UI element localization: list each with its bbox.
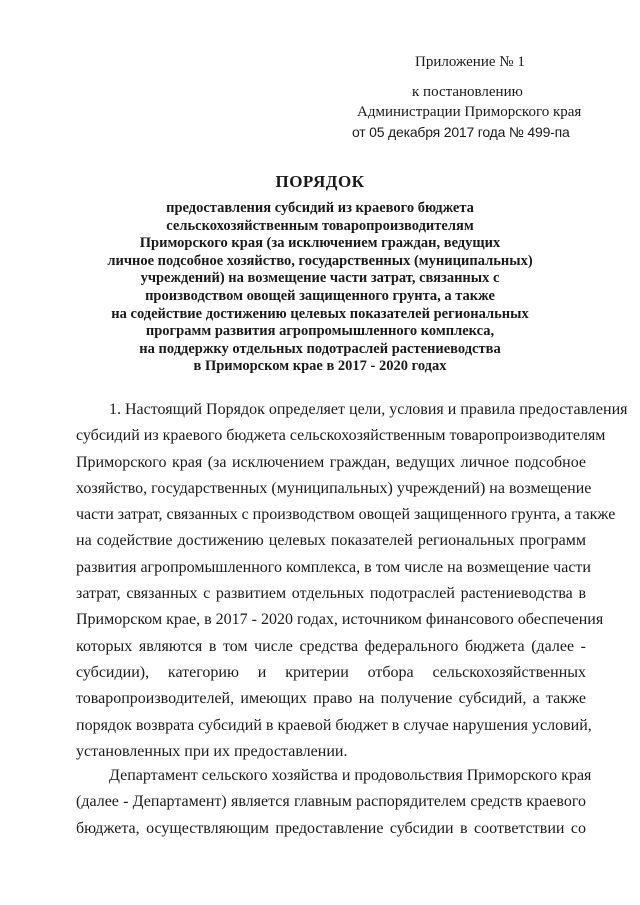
appendix-resolution: к постановлению: [412, 84, 523, 100]
paragraph-line: 1. Настоящий Порядок определяет цели, условия и правила предоставления: [109, 401, 628, 418]
paragraph-line: субсидии), категорию и критерии отбора сельскохозяйственных: [76, 663, 586, 681]
paragraph-line: Приморском крае, в 2017 - 2020 годах, источником финансового обеспечения: [76, 611, 604, 629]
paragraph-line: затрат, связанных с развитием отдельных подотраслей растениеводства в: [76, 585, 586, 603]
appendix-block: [352, 52, 625, 142]
paragraph-line: установленных при их предоставлении.: [76, 742, 348, 760]
paragraph-2: [76, 763, 592, 842]
document-title: ПОРЯДОК: [275, 172, 365, 191]
subtitle-line: программ развития агропромышленного комплекса,: [145, 323, 495, 340]
subtitle-line: на поддержку отдельных подотраслей растениеводства: [139, 340, 501, 357]
subtitle-line: учреждений) на возмещение части затрат, связанных с: [140, 270, 500, 287]
paragraph-line: развития агропромышленного комплекса, в том числе на возмещение части: [76, 558, 591, 576]
paragraph-line: товаропроизводителей, имеющих право на получение субсидий, а также: [76, 690, 586, 708]
appendix-number: Приложение № 1: [415, 54, 525, 70]
subtitle-line: сельскохозяйственным товаропроизводителям: [166, 217, 474, 234]
paragraph-line: бюджета, осуществляющим предоставление субсидии в соответствии со: [76, 819, 586, 837]
paragraph-line: Департамент сельского хозяйства и продовольствия Приморского края: [109, 767, 592, 784]
subtitle-line: в Приморском крае в 2017 - 2020 годах: [193, 358, 447, 375]
paragraph-line: субсидий из краевого бюджета сельскохозяйственным товаропроизводителям: [76, 427, 606, 445]
document-subtitle: [90, 200, 550, 376]
paragraph-line: порядок возврата субсидий в краевой бюджет в случае нарушения условий,: [76, 716, 592, 734]
subtitle-line: производством овощей защищенного грунта, а также: [145, 287, 495, 304]
appendix-date-number: от 05 декабря 2017 года № 499-па: [352, 124, 570, 140]
paragraph-1: [76, 397, 628, 765]
paragraph-line: хозяйство, государственных (муниципальных) учреждений) на возмещение: [76, 479, 592, 497]
appendix-administration: Администрации Приморского края: [357, 104, 582, 120]
paragraph-line: (далее - Департамент) является главным распорядителем средств краевого: [76, 793, 586, 811]
subtitle-line: на содействие достижению целевых показателей региональных: [111, 305, 529, 322]
paragraph-line: на содействие достижению целевых показателей региональных программ: [76, 532, 586, 550]
subtitle-line: предоставления субсидий из краевого бюджета: [166, 200, 474, 216]
paragraph-line: которых являются в том числе средства федерального бюджета (далее -: [76, 637, 586, 655]
paragraph-line: Приморского края (за исключением граждан, ведущих личное подсобное: [76, 453, 586, 471]
paragraph-line: части затрат, связанных с производством овощей защищенного грунта, а также: [76, 506, 616, 524]
subtitle-line: Приморского края (за исключением граждан, ведущих: [139, 235, 501, 252]
subtitle-line: личное подсобное хозяйство, государственных (муниципальных): [107, 252, 533, 269]
